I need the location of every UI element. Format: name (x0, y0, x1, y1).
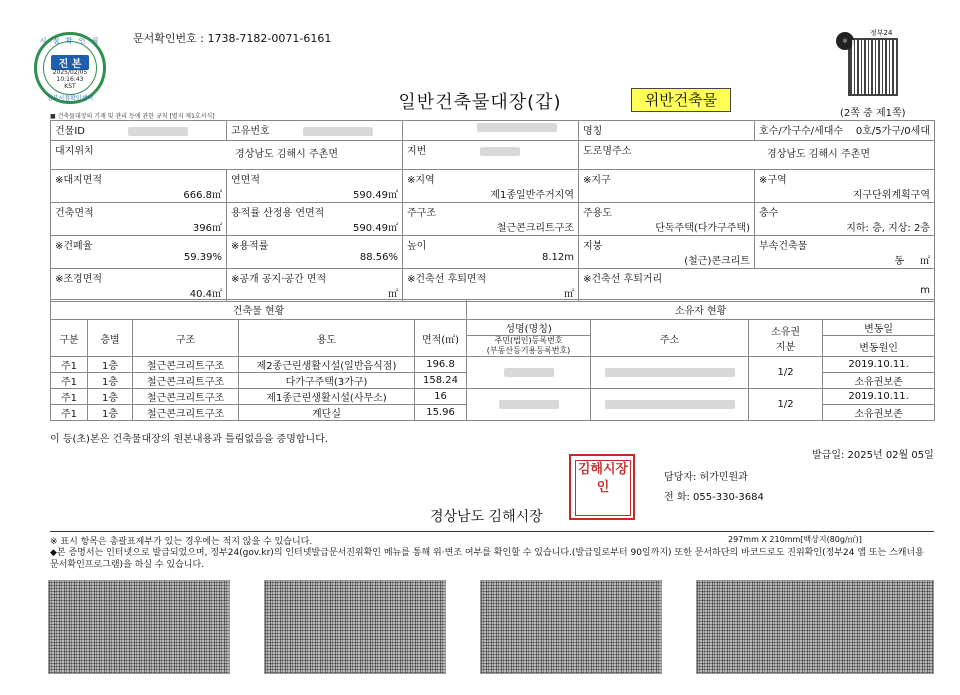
name-label: 명칭 (583, 126, 603, 137)
units-cell (755, 121, 935, 141)
sector-value: 지구단위계획구역 (852, 190, 930, 201)
redacted-block (605, 368, 735, 377)
redacted-block (499, 400, 559, 409)
road-address-cell (579, 141, 935, 170)
col-change-date: 변동일 (823, 320, 935, 336)
verification-note: ◆본 증명서는 인터넷으로 발급되었으며, 정부24(gov.kr)의 인터넷발급문서진위확인 메뉴를 통해 위·변조 여부를 확인할 수 있습니다.(발급일로부터 90일까지) 또한 문서하단의 바코드로도 진위확인(정부24 앱 또는 스캐너용 문서확인프로그램)을 하실 수 있습니다. (50, 548, 924, 570)
owner-change-reason: 소유권보존 (823, 405, 935, 421)
row-floor: 1층 (88, 357, 133, 373)
2d-barcode-icon (264, 580, 446, 674)
site-location-label: 대지위치 (55, 146, 94, 157)
owner-address-cell (591, 389, 749, 421)
main-structure-label: 주구조 (407, 208, 436, 219)
col-reg (467, 336, 591, 357)
main-structure-cell (403, 203, 579, 236)
row-div: 주1 (51, 357, 88, 373)
seal-mark: 진 본 (51, 55, 89, 70)
col-share-line1: 소유권 (771, 327, 801, 338)
floor-area-label: 연면적 (231, 175, 260, 186)
owner-address-cell (591, 357, 749, 389)
far-floor-area-label: 용적률 산정용 연면적 (231, 208, 325, 219)
main-structure-value: 철근콘크리트구조 (496, 223, 574, 234)
stamp-glyphs: 김해시장인 (575, 460, 631, 516)
row-structure: 철근콘크리트구조 (133, 405, 239, 421)
redacted-block (477, 123, 557, 132)
far-floor-area-value: 590.49㎡ (353, 223, 398, 234)
col-div: 구분 (51, 320, 88, 357)
owner-name-cell (467, 389, 591, 421)
divider (50, 531, 934, 532)
units-label: 호수/가구수/세대수 (759, 126, 844, 137)
far-value: 88.56% (359, 252, 398, 263)
coverage-label: ※건폐율 (55, 241, 93, 252)
col-floor: 층별 (88, 320, 133, 357)
public-space-cell (227, 269, 403, 302)
col-structure: 구조 (133, 320, 239, 357)
main-use-cell (579, 203, 755, 236)
building-id-label: 건물ID (55, 126, 85, 137)
name-cell (579, 121, 755, 141)
owner-share: 1/2 (749, 389, 823, 421)
row-floor: 1층 (88, 389, 133, 405)
units-value: 0호/5가구/0세대 (855, 126, 930, 137)
far-cell (227, 236, 403, 269)
owner-share: 1/2 (749, 357, 823, 389)
setback-distance-cell (579, 269, 935, 302)
landscape-cell (51, 269, 227, 302)
owner-change-reason: 소유권보존 (823, 373, 935, 389)
row-area: 158.24 (415, 373, 467, 389)
2d-barcode-icon (696, 580, 934, 674)
building-area-label: 건축면적 (55, 208, 94, 219)
redacted-block (303, 127, 373, 136)
building-area-value: 396㎡ (192, 223, 222, 234)
landscape-label: ※조경면적 (55, 274, 103, 285)
seal-time: 10:16:43 (56, 76, 84, 83)
seal-bottom-text: 정부시점확인센터 (46, 95, 94, 102)
owner-section-header: 소유자 현황 (467, 300, 935, 320)
violation-badge: 위반건축물 (631, 88, 731, 112)
col-share (749, 320, 823, 357)
row-area: 16 (415, 389, 467, 405)
annex-count: 동 (894, 256, 905, 267)
row-div: 주1 (51, 405, 88, 421)
table-row (51, 389, 935, 405)
seal-top-text: 시 점 확 인 필 (39, 37, 101, 45)
official-stamp (569, 454, 635, 520)
building-area-cell (51, 203, 227, 236)
2d-barcode-icon (48, 580, 230, 674)
height-cell (403, 236, 579, 269)
row-use: 제1종근린생활시설(사무소) (239, 389, 415, 405)
col-reg-line1: 주민(법인)등록번호 (494, 336, 563, 345)
building-id-cell (51, 121, 227, 141)
landscape-value: 40.4㎡ (189, 289, 222, 300)
annex-unit: ㎡ (920, 256, 930, 267)
gov-logo-icon: ◎ (836, 32, 854, 50)
issuer-name: 경상남도 김해시장 (430, 509, 543, 525)
2d-barcode-icon (480, 580, 662, 674)
site-location-cell (51, 141, 403, 170)
redacted-block (128, 127, 188, 136)
redacted-block (605, 400, 735, 409)
row-use: 다가구주택(3가구) (239, 373, 415, 389)
annex-cell (755, 236, 935, 269)
site-area-label: ※대지면적 (55, 175, 103, 186)
lot-no-label: 지번 (407, 146, 427, 157)
row-structure: 철근콘크리트구조 (133, 389, 239, 405)
site-area-cell (51, 170, 227, 203)
site-location-value: 경상남도 김해시 주촌면 (235, 149, 338, 160)
paper-spec: 297mm X 210mm[백상지(80g/㎡)] (728, 535, 862, 544)
road-address-label: 도로명주소 (583, 146, 632, 157)
floors-value: 지하: 층, 지상: 2층 (846, 223, 930, 234)
building-section-header: 건축물 현황 (51, 300, 467, 320)
site-area-value: 666.8㎡ (183, 190, 222, 201)
seal-tz: KST (64, 83, 76, 90)
col-area: 면적(㎡) (415, 320, 467, 357)
row-floor: 1층 (88, 405, 133, 421)
floor-area-cell (227, 170, 403, 203)
public-space-value: ㎡ (388, 289, 398, 300)
zone-label: ※지역 (407, 175, 435, 186)
col-address: 주소 (591, 320, 749, 357)
name-spacer-cell (403, 121, 579, 141)
main-use-value: 단독주택(다가구주택) (655, 223, 750, 234)
height-label: 높이 (407, 241, 427, 252)
footnote: ※ 표시 항목은 총괄표제부가 있는 경우에는 적지 않을 수 있습니다. (50, 537, 313, 547)
row-area: 15.96 (415, 405, 467, 421)
col-owner: 성명(명칭) (467, 320, 591, 336)
phone: 전 화: 055-330-3684 (664, 492, 764, 503)
table-row (51, 357, 935, 373)
far-label: ※용적률 (231, 241, 269, 252)
setback-area-value: ㎡ (564, 289, 574, 300)
unique-no-cell (227, 121, 403, 141)
sector-label: ※구역 (759, 175, 787, 186)
officer: 담당자: 허가민원과 (664, 472, 748, 483)
unique-no-label: 고유번호 (231, 126, 270, 137)
issue-date: 발급일: 2025년 02월 05일 (812, 450, 934, 461)
roof-label: 지붕 (583, 241, 603, 252)
seal-date: 2025/02/05 (52, 69, 88, 76)
floors-label: 층수 (759, 208, 779, 219)
district-label: ※지구 (583, 175, 611, 186)
public-space-label: ※공개 공지·공간 면적 (231, 274, 327, 285)
main-use-label: 주용도 (583, 208, 612, 219)
redacted-block (480, 147, 520, 156)
annex-label: 부속건축물 (759, 241, 808, 252)
row-structure: 철근콘크리트구조 (133, 373, 239, 389)
building-status-table (50, 299, 935, 421)
setback-area-cell (403, 269, 579, 302)
col-reg-line2: (부동산등기용등록번호) (486, 346, 571, 355)
sector-cell (755, 170, 935, 203)
redacted-block (504, 368, 554, 377)
col-change-reason: 변동원인 (823, 336, 935, 357)
setback-area-label: ※건축선 후퇴면적 (407, 274, 487, 285)
setback-distance-value: m (920, 285, 930, 296)
roof-value: (철근)콘크리트 (684, 256, 750, 267)
col-use: 용도 (239, 320, 415, 357)
floor-area-value: 590.49㎡ (353, 190, 398, 201)
coverage-value: 59.39% (183, 252, 222, 263)
page-title: 일반건축물대장(갑) (398, 92, 562, 113)
zone-value: 제1종일반주거지역 (490, 190, 574, 201)
row-div: 주1 (51, 373, 88, 389)
gov24-label: 정부24 (870, 29, 893, 37)
row-div: 주1 (51, 389, 88, 405)
form-rule: ■ 건축물대장의 기재 및 관리 등에 관한 규칙 [별지 제1호서식] (50, 113, 215, 120)
district-cell (579, 170, 755, 203)
document-number: 문서확인번호 : 1738-7182-0071-6161 (133, 32, 332, 45)
row-area: 196.8 (415, 357, 467, 373)
seal-timestamp (37, 69, 103, 90)
owner-change-date: 2019.10.11. (823, 389, 935, 405)
row-structure: 철근콘크리트구조 (133, 357, 239, 373)
row-use: 계단실 (239, 405, 415, 421)
coverage-cell (51, 236, 227, 269)
setback-distance-label: ※건축선 후퇴거리 (583, 274, 663, 285)
far-floor-area-cell (227, 203, 403, 236)
row-floor: 1층 (88, 373, 133, 389)
zone-cell (403, 170, 579, 203)
row-use: 제2종근린생활시설(일반음식점) (239, 357, 415, 373)
building-info-table (50, 120, 935, 302)
owner-name-cell (467, 357, 591, 389)
annex-value (759, 252, 930, 267)
floors-cell (755, 203, 935, 236)
road-address-value: 경상남도 김해시 주촌면 (767, 149, 870, 160)
owner-change-date: 2019.10.11. (823, 357, 935, 373)
page-info: (2쪽 중 제1쪽) (840, 108, 906, 119)
certification-note: 이 등(초)본은 건축물대장의 원본내용과 틀림없음을 증명합니다. (50, 434, 329, 445)
col-share-line2: 지분 (775, 342, 796, 353)
height-value: 8.12m (541, 252, 574, 263)
lot-no-cell (403, 141, 579, 170)
roof-cell (579, 236, 755, 269)
